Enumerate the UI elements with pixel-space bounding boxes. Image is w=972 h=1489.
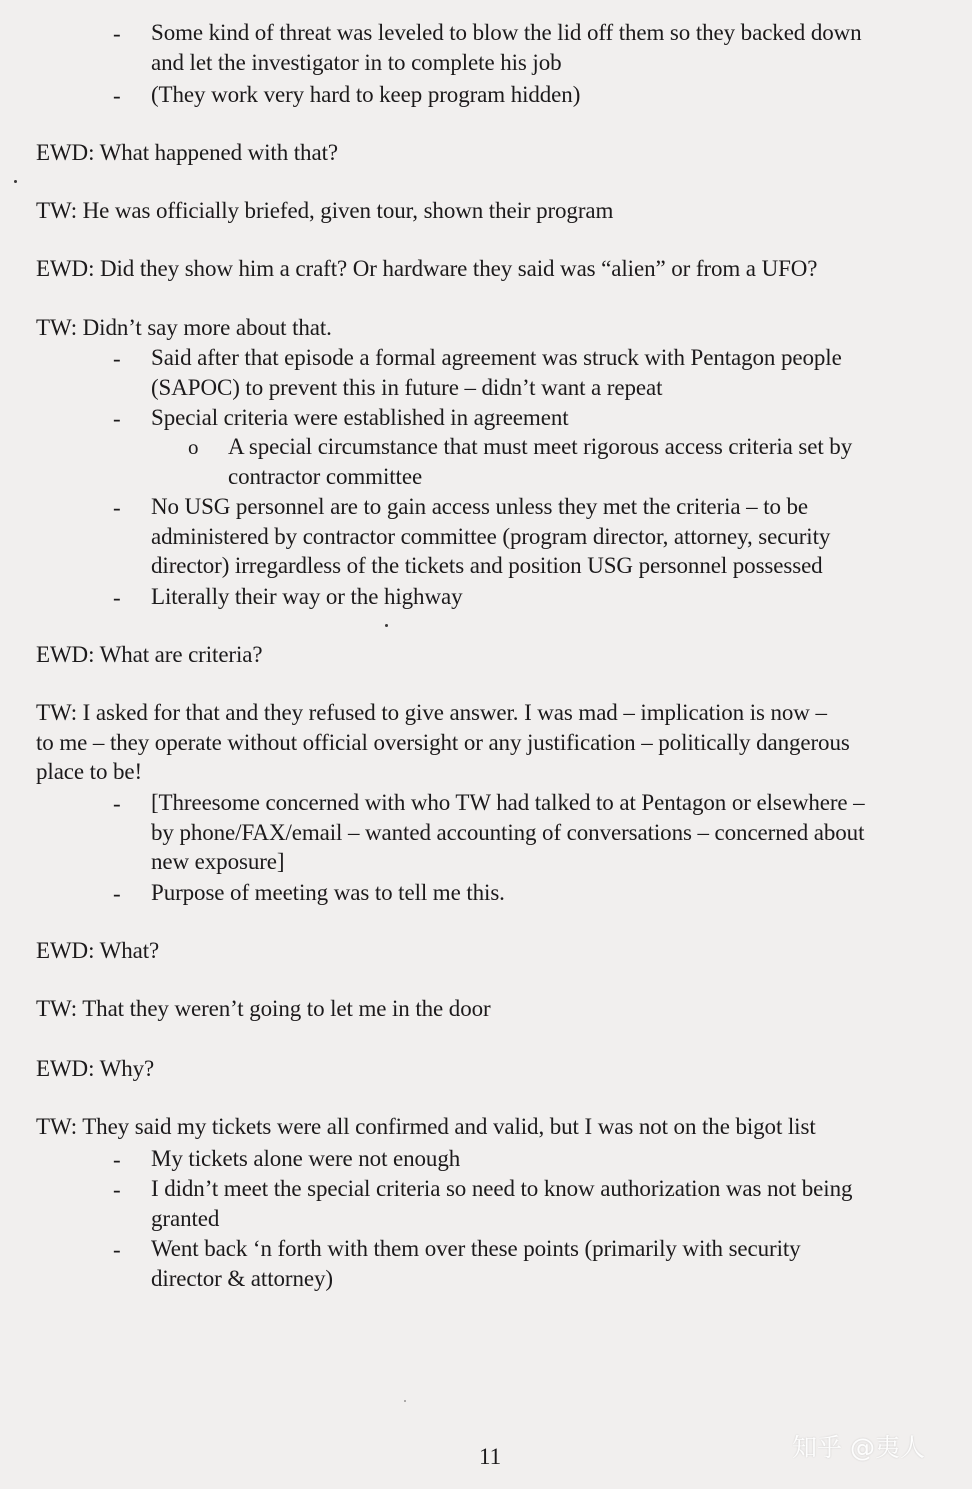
- bullet-text-line: Special criteria were established in agreement: [151, 405, 569, 430]
- bullet-text-line: Said after that episode a formal agreement was struck with Pentagon people: [151, 345, 842, 370]
- bullet-text-line: Purpose of meeting was to tell me this.: [151, 880, 505, 905]
- bullet-text-line: No USG personnel are to gain access unless they met the criteria – to be: [151, 494, 809, 519]
- watermark: 知乎 @夷人: [792, 1433, 925, 1462]
- dialogue-line: to me – they operate without official oversight or any justification – politically dangerous: [36, 730, 850, 755]
- bullet-text-line: (They work very hard to keep program hidden): [151, 82, 581, 107]
- bullet-text-line: by phone/FAX/email – wanted accounting of conversations – concerned about: [151, 820, 865, 845]
- dialogue-line: TW: I asked for that and they refused to give answer. I was mad – implication is now –: [36, 700, 827, 725]
- bullet-marker: -: [113, 1237, 121, 1262]
- bullet-text-line: director) irregardless of the tickets and position USG personnel possessed: [151, 553, 823, 578]
- dialogue-line: TW: Didn’t say more about that.: [36, 315, 332, 340]
- dialogue-line: EWD: Why?: [36, 1056, 155, 1081]
- bullet-text-line: My tickets alone were not enough: [151, 1146, 461, 1171]
- bullet-text-line: administered by contractor committee (program director, attorney, security: [151, 524, 831, 549]
- bullet-marker: -: [113, 791, 121, 816]
- bullet-marker: -: [113, 585, 121, 610]
- bullet-text-line: new exposure]: [151, 849, 285, 874]
- scan-speck: [404, 1400, 406, 1402]
- bullet-text-line: (SAPOC) to prevent this in future – didn’t want a repeat: [151, 375, 663, 400]
- bullet-text-line: granted: [151, 1206, 220, 1231]
- page-number: 11: [479, 1444, 502, 1469]
- bullet-text-line: director & attorney): [151, 1266, 333, 1291]
- scan-speck: [385, 624, 388, 627]
- scan-speck: [14, 180, 17, 183]
- dialogue-line: place to be!: [36, 759, 143, 784]
- bullet-text-line: Went back ‘n forth with them over these points (primarily with security: [151, 1236, 801, 1261]
- bullet-marker: -: [113, 1147, 121, 1172]
- dialogue-line: TW: He was officially briefed, given tour, shown their program: [36, 198, 614, 223]
- bullet-marker: -: [113, 495, 121, 520]
- dialogue-line: TW: They said my tickets were all confirmed and valid, but I was not on the bigot list: [36, 1114, 816, 1139]
- bullet-marker: -: [113, 406, 121, 431]
- bullet-marker: -: [113, 1177, 121, 1202]
- bullet-marker: -: [113, 346, 121, 371]
- sub-bullet-text-line: A special circumstance that must meet rigorous access criteria set by: [228, 434, 853, 459]
- bullet-text-line: [Threesome concerned with who TW had talked to at Pentagon or elsewhere –: [151, 790, 865, 815]
- dialogue-line: EWD: Did they show him a craft? Or hardware they said was “alien” or from a UFO?: [36, 256, 818, 281]
- bullet-text-line: and let the investigator in to complete his job: [151, 50, 562, 75]
- dialogue-line: EWD: What are criteria?: [36, 642, 263, 667]
- bullet-text-line: Some kind of threat was leveled to blow the lid off them so they backed down: [151, 20, 862, 45]
- bullet-marker: -: [113, 881, 121, 906]
- bullet-marker: -: [113, 83, 121, 108]
- dialogue-line: EWD: What?: [36, 938, 160, 963]
- bullet-marker: -: [113, 21, 121, 46]
- bullet-text-line: Literally their way or the highway: [151, 584, 463, 609]
- dialogue-line: TW: That they weren’t going to let me in the door: [36, 996, 491, 1021]
- dialogue-line: EWD: What happened with that?: [36, 140, 338, 165]
- bullet-text-line: I didn’t meet the special criteria so need to know authorization was not being: [151, 1176, 853, 1201]
- sub-bullet-marker: o: [188, 435, 199, 459]
- sub-bullet-text-line: contractor committee: [228, 464, 423, 489]
